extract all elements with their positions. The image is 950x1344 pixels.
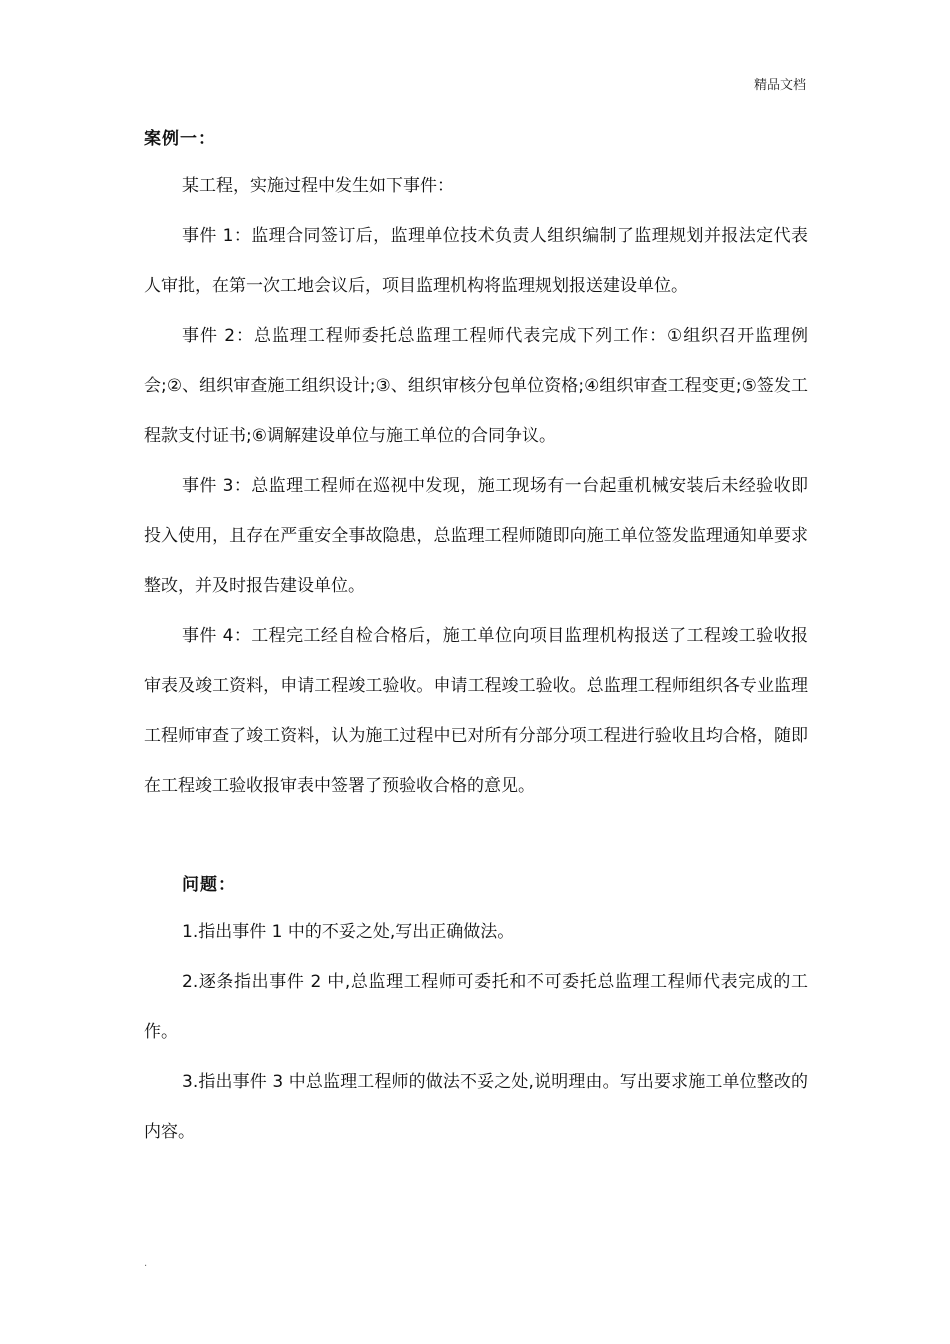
case-paragraph-event-4: 事件 4：工程完工经自检合格后，施工单位向项目监理机构报送了工程竣工验收报审表及竣工资料，申请工程竣工验收。申请工程竣工验收。总监理工程师组织各专业监理工程师审查了竣工资料，认为施工过程中已对所有分部分项工程进行验收且均合格，随即在工程竣工验收报审表中签署了预验收合格的意见。 (144, 626, 808, 796)
questions-list (144, 907, 808, 1157)
case-paragraph-intro: 某工程，实施过程中发生如下事件： (182, 176, 454, 196)
case-paragraph-event-2: 事件 2：总监理工程师委托总监理工程师代表完成下列工作：①组织召开监理例会;②、组织审查施工组织设计;③、组织审核分包单位资格;④组织审查工程变更;⑤签发工程款支付证书;⑥调解建设单位与施工单位的合同争议。 (144, 326, 808, 446)
question-item-1: 1.指出事件 1 中的不妥之处,写出正确做法。 (182, 922, 515, 942)
case-title: 案例一： (144, 129, 216, 149)
case-paragraph-event-3: 事件 3：总监理工程师在巡视中发现，施工现场有一台起重机械安装后未经验收即投入使用，且存在严重安全事故隐患，总监理工程师随即向施工单位签发监理通知单要求整改，并及时报告建设单位。 (144, 476, 808, 596)
footer-mark: . (144, 1258, 148, 1269)
header-watermark-text: 精品文档 (753, 78, 806, 93)
question-item-2: 2.逐条指出事件 2 中,总监理工程师可委托和不可委托总监理工程师代表完成的工作。 (144, 972, 808, 1042)
case-paragraphs (144, 161, 808, 811)
questions-title: 问题： (182, 875, 236, 895)
case-paragraph-event-1: 事件 1：监理合同签订后，监理单位技术负责人组织编制了监理规划并报法定代表人审批，在第一次工地会议后，项目监理机构将监理规划报送建设单位。 (144, 226, 808, 296)
question-item-3: 3.指出事件 3 中总监理工程师的做法不妥之处,说明理由。写出要求施工单位整改的内容。 (144, 1072, 808, 1142)
